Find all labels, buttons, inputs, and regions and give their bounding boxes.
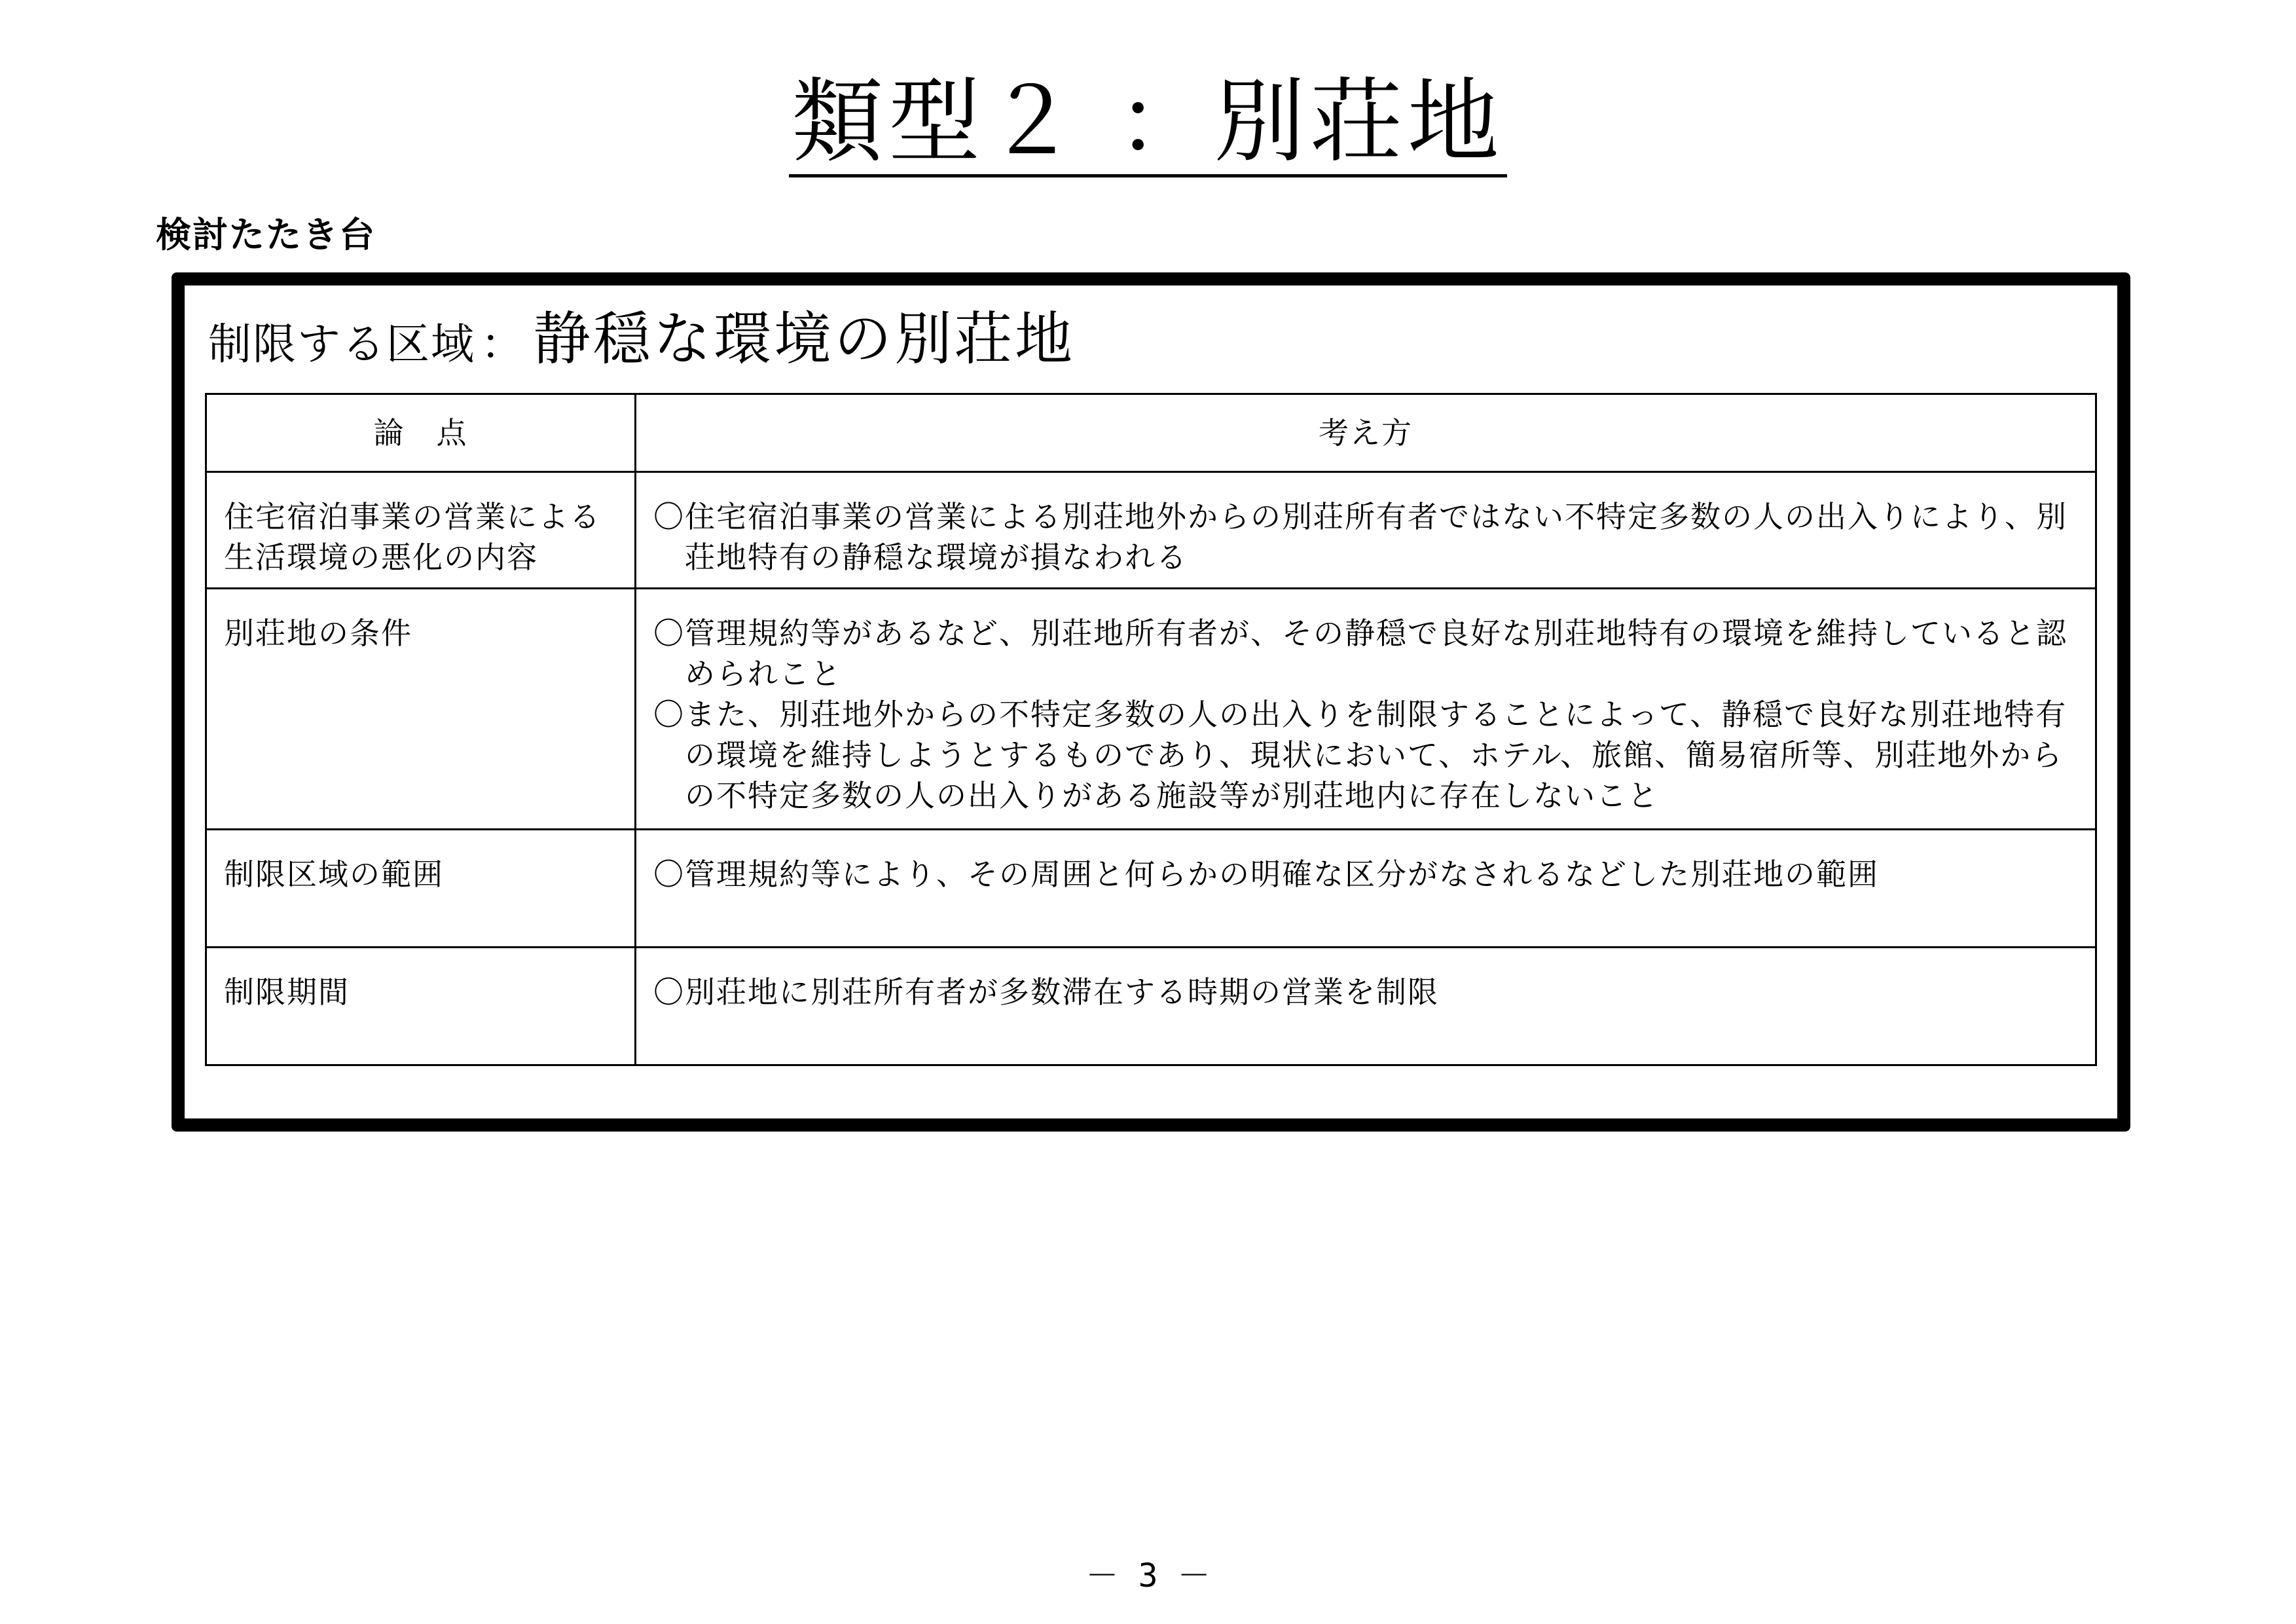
circle-bullet-icon: 〇 xyxy=(653,499,685,534)
approach-item-text: 住宅宿泊事業の営業による別荘地外からの別荘所有者ではない不特定多数の人の出入りにより、別荘地特有の静穏な環境が損なわれる xyxy=(685,499,2068,575)
header-approach: 考え方 xyxy=(636,394,2096,472)
row-approach xyxy=(636,472,2096,589)
circle-bullet-icon: 〇 xyxy=(653,697,685,732)
header-topic: 論 点 xyxy=(206,394,636,472)
restricted-area-colon: ： xyxy=(481,319,524,369)
table-row xyxy=(206,589,2096,830)
policy-table xyxy=(205,393,2097,1066)
approach-item xyxy=(653,854,2082,895)
row-topic: 制限区域の範囲 xyxy=(206,830,636,948)
page-title: 類型２ ：別荘地 xyxy=(789,73,1507,177)
row-approach xyxy=(636,830,2096,948)
approach-item xyxy=(653,694,2082,816)
row-topic: 住宅宿泊事業の営業による生活環境の悪化の内容 xyxy=(206,472,636,589)
approach-item-text: また、別荘地外からの不特定多数の人の出入りを制限することによって、静穏で良好な別荘地特有の環境を維持しようとするものであり、現状において、ホテル、旅館、簡易宿所等、別荘地外からの不特定多数の人の出入りがある施設等が別荘地内に存在しないこと xyxy=(685,697,2068,813)
approach-item xyxy=(653,496,2082,578)
restricted-area-value: 静穏な環境の別荘地 xyxy=(533,305,1076,373)
approach-item-text: 別荘地に別荘所有者が多数滞在する時期の営業を制限 xyxy=(685,974,1439,1010)
row-topic: 制限期間 xyxy=(206,948,636,1065)
row-approach xyxy=(636,948,2096,1065)
approach-item xyxy=(653,972,2082,1012)
page-number: － 3 － xyxy=(1085,1557,1211,1595)
approach-item xyxy=(653,613,2082,694)
table-header-row xyxy=(206,394,2096,472)
restricted-area-heading xyxy=(208,293,1075,376)
row-approach xyxy=(636,589,2096,830)
approach-item-text: 管理規約等により、その周囲と何らかの明確な区分がなされるなどした別荘地の範囲 xyxy=(685,857,1879,892)
draft-label: 検討たたき台 xyxy=(156,214,376,255)
circle-bullet-icon: 〇 xyxy=(653,616,685,651)
table-row xyxy=(206,472,2096,589)
table-row xyxy=(206,948,2096,1065)
row-topic: 別荘地の条件 xyxy=(206,589,636,830)
page-title-wrapper xyxy=(0,69,2296,177)
approach-item-text: 管理規約等があるなど、別荘地所有者が、その静穏で良好な別荘地特有の環境を維持していると認められこと xyxy=(685,616,2068,692)
restricted-area-label: 制限する区域 xyxy=(208,319,475,369)
circle-bullet-icon: 〇 xyxy=(653,857,685,892)
table-row xyxy=(206,830,2096,948)
circle-bullet-icon: 〇 xyxy=(653,974,685,1010)
